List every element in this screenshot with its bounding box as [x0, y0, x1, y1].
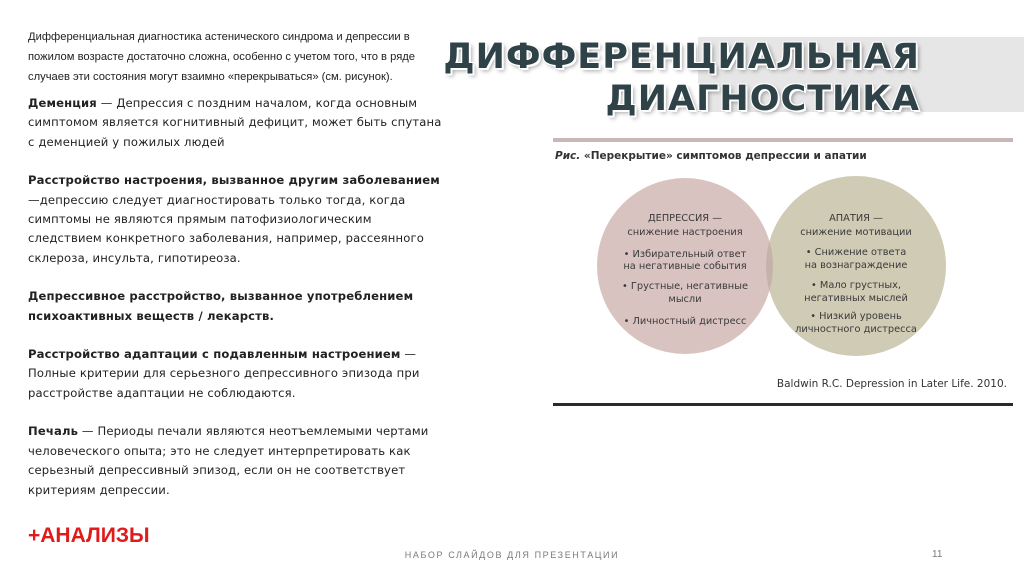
paragraph-substance-induced: [28, 287, 443, 326]
apathy-item-1-line-2: на вознаграждение: [804, 260, 908, 271]
paragraph-term: Деменция: [28, 96, 97, 110]
caption-text: «Перекрытие» симптомов депрессии и апатии: [580, 150, 867, 162]
intro-text: Дифференциальная диагностика астенического синдрома и депрессии в пожилом возрасте достаточно сложна, особенно с учетом того, что в ряде случаев эти состояния могут взаимно «перекрываться» (см. рисунок).: [28, 31, 415, 83]
slide-title: [440, 36, 920, 120]
page-number: 11: [932, 549, 943, 560]
depression-item-2-line-1: • Грустные, негативные: [622, 281, 748, 292]
apathy-subtitle: снижение мотивации: [800, 227, 912, 238]
paragraph-term: Расстройство адаптации с подавленным настроением: [28, 347, 401, 362]
paragraph-text: — Полные критерии для серьезного депрессивного эпизода при расстройстве адаптации не соблюдаются.: [28, 347, 420, 400]
depression-item-3: • Личностный дистресс: [623, 316, 747, 327]
apathy-item-1-line-1: • Снижение ответа: [805, 247, 907, 258]
depression-subtitle: снижение настроения: [627, 227, 743, 238]
paragraph-text: —депрессию следует диагностировать только тогда, когда симптомы не являются прямым патофизиологическим следствием конкретного заболевания, например, рассеянного склероза, инсульта, гипотиреоза.: [28, 192, 424, 265]
paragraph-text: — Депрессия с поздним началом, когда основным симптомом является когнитивный дефицит, может быть спутана с деменцией у пожилых людей: [28, 96, 442, 149]
footer-label: НАБОР СЛАЙДОВ ДЛЯ ПРЕЗЕНТАЦИИ: [404, 550, 620, 560]
paragraph-adjustment-disorder: [28, 345, 443, 403]
depression-item-1-line-2: на негативные события: [623, 261, 747, 272]
venn-figure: [553, 138, 1013, 408]
analyses-label: +АНАЛИЗЫ: [28, 524, 150, 547]
apathy-item-2-line-2: негативных мыслей: [804, 293, 908, 304]
apathy-title: АПАТИЯ —: [829, 213, 883, 224]
depression-title: ДЕПРЕССИЯ —: [647, 213, 723, 224]
venn-diagram: [553, 138, 1013, 403]
title-line-2: ДИАГНОСТИКА: [605, 79, 920, 119]
depression-item-1-line-1: • Избирательный ответ: [623, 249, 747, 260]
paragraph-mood-disorder: [28, 171, 443, 268]
apathy-item-3-line-2: личностного дистресса: [795, 324, 917, 335]
paragraph-term: Депрессивное расстройство, вызванное употреблением психоактивных веществ / лекарств.: [28, 289, 414, 323]
paragraph-term: Расстройство настроения, вызванное другим заболеванием: [28, 173, 440, 188]
depression-item-2-line-2: мысли: [668, 294, 702, 305]
paragraph-sadness: [28, 422, 443, 500]
apathy-item-2-line-1: • Мало грустных,: [810, 280, 902, 291]
body-text: [28, 94, 443, 519]
paragraph-term: Печаль: [28, 424, 79, 439]
figure-bottom-rule: [553, 403, 1013, 406]
figure-source: Baldwin R.C. Depression in Later Life. 2010.: [776, 378, 1007, 390]
caption-prefix: Рис.: [555, 150, 581, 162]
paragraph-dementia: [28, 94, 443, 152]
paragraph-text: — Периоды печали являются неотъемлемыми чертами человеческого опыта; это не следует интерпретировать как серьезный депрессивный эпизод, если он не соответствует критериям депрессии.: [28, 424, 429, 497]
apathy-item-3-line-1: • Низкий уровень: [810, 311, 902, 322]
title-line-1: ДИФФЕРЕНЦИАЛЬНАЯ: [443, 37, 920, 77]
